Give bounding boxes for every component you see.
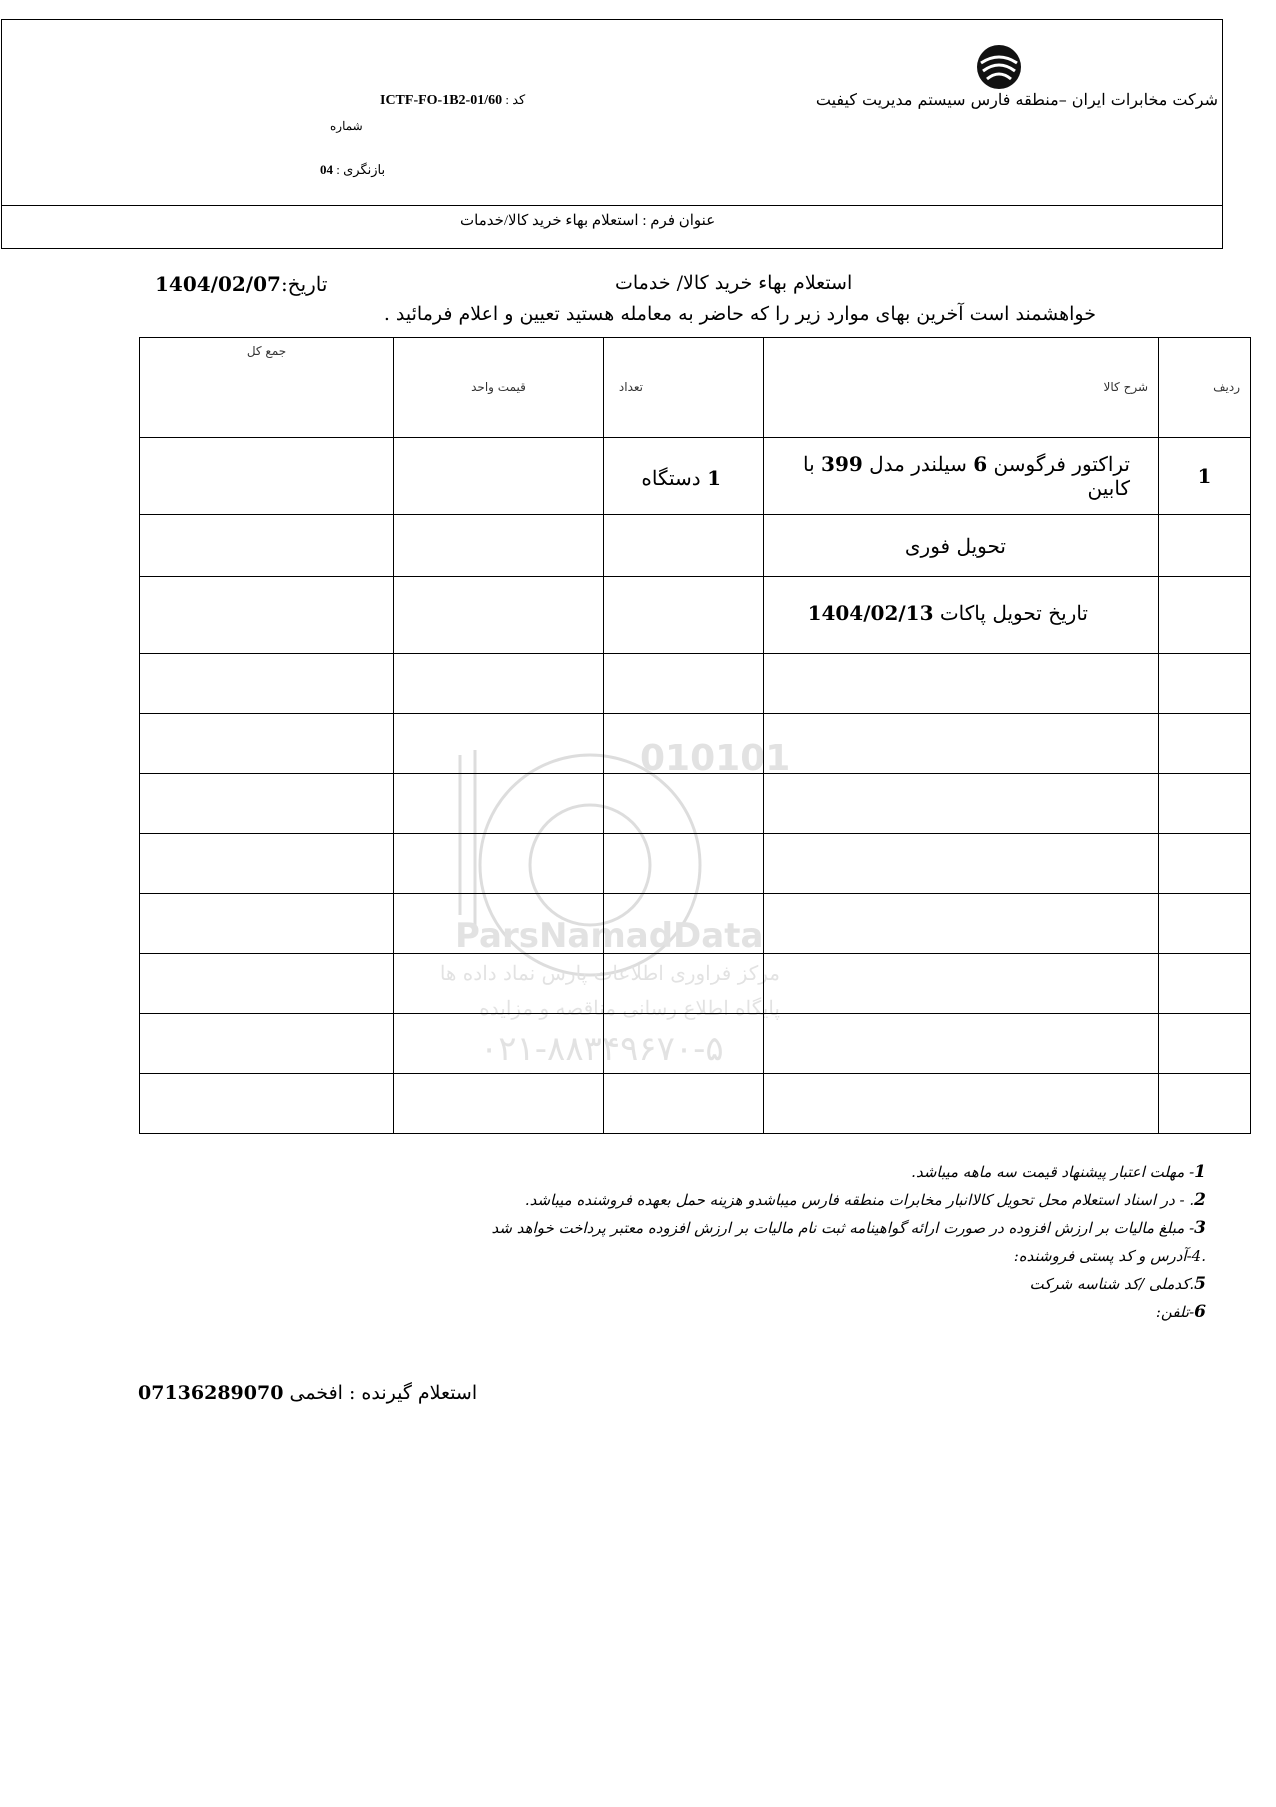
table-row	[140, 1074, 1251, 1134]
packet-date-value: 1404/02/13	[807, 601, 934, 625]
description-text-3: با کابین	[803, 452, 1130, 500]
table-row	[140, 438, 1251, 515]
request-text: خواهشمند است آخرین بهای موارد زیر را که حاضر به معامله هستید تعیین و اعلام فرمائید .	[383, 303, 1096, 325]
receiver-label: استعلام گیرنده : افخمی	[283, 1382, 478, 1404]
inquiry-receiver	[138, 1382, 477, 1404]
form-code	[380, 92, 525, 109]
date-label: تاریخ:	[280, 272, 328, 296]
header-row-number: ردیف	[1159, 338, 1251, 438]
term-number: 3	[1194, 1218, 1206, 1238]
term-item	[492, 1270, 1206, 1298]
revision-value: 04	[320, 162, 333, 177]
term-item	[492, 1298, 1206, 1326]
form-code-value: ICTF-FO-1B2-01/60	[380, 93, 503, 108]
table-row	[140, 577, 1251, 654]
term-text: .کدملی /کد شناسه شرکت	[1029, 1275, 1195, 1293]
revision	[320, 162, 385, 178]
watermark-digits: 010101	[640, 738, 791, 779]
document-date	[155, 272, 327, 296]
packet-date-label: تاریخ تحویل پاکات	[933, 601, 1088, 625]
term-text: -تلفن:	[1155, 1303, 1195, 1321]
watermark-line1: مرکز فراوری اطلاعات پارس نماد داده ها	[440, 961, 780, 985]
packet-date-cell	[764, 577, 1159, 654]
quantity-cell	[604, 438, 764, 515]
telecom-logo-icon	[975, 43, 1023, 91]
term-item	[492, 1214, 1206, 1242]
table-row	[140, 894, 1251, 954]
watermark-brand: ParsNamadData	[455, 916, 764, 956]
term-number: 5	[1194, 1274, 1206, 1294]
term-number: 1	[1194, 1162, 1206, 1182]
delivery-cell: تحویل فوری	[764, 515, 1159, 577]
table-row	[140, 714, 1251, 774]
table-row	[140, 834, 1251, 894]
header-unit-price: قیمت واحد	[394, 338, 604, 438]
term-number: 2	[1194, 1190, 1206, 1210]
description-cell	[764, 438, 1159, 515]
term-text: . - در اسناد استعلام محل تحویل کالاانبار مخابرات منطقه فارس میباشدو هزینه حمل بعهده فروشنده میباشد.	[524, 1191, 1195, 1209]
term-item	[492, 1242, 1206, 1270]
form-code-label: کد :	[505, 92, 526, 107]
revision-label: بازنگری :	[336, 162, 386, 177]
header-total: جمع کل	[140, 338, 394, 438]
term-number: 6	[1194, 1302, 1206, 1322]
total-cell	[140, 438, 394, 515]
table-row	[140, 954, 1251, 1014]
quantity-number: 1	[707, 466, 721, 490]
term-item	[492, 1158, 1206, 1186]
date-value: 1404/02/07	[155, 272, 281, 296]
watermark-line2: پایگاه اطلاع رسانی مناقصه و مزایده	[479, 996, 780, 1020]
term-text: - مهلت اعتبار پیشنهاد قیمت سه ماهه میباشد.	[911, 1163, 1195, 1181]
term-text: .4-آدرس و کد پستی فروشنده:	[1013, 1247, 1206, 1265]
row-number-cell: 1	[1159, 438, 1251, 515]
table-row	[140, 774, 1251, 834]
unit-price-cell	[394, 438, 604, 515]
header-description: شرح کالا	[764, 338, 1159, 438]
terms-list	[492, 1158, 1206, 1326]
table-row	[140, 515, 1251, 577]
form-title: عنوان فرم : استعلام بهاء خرید کالا/خدمات	[460, 213, 716, 229]
header-quantity: تعداد	[604, 338, 764, 438]
items-table	[139, 337, 1251, 1134]
description-cylinders: 6	[973, 452, 988, 476]
table-header-row	[140, 338, 1251, 438]
number-label: شماره	[330, 119, 363, 133]
quantity-unit: دستگاه	[641, 466, 708, 490]
company-name: شرکت مخابرات ایران –منطقه فارس سیستم مدیریت کیفیت	[815, 90, 1218, 109]
watermark-phone: ۰۲۱-۸۸۳۴۹۶۷۰-۵	[480, 1029, 724, 1069]
description-text-2: سیلندر مدل	[862, 452, 974, 476]
term-text: - مبلغ مالیات بر ارزش افزوده در صورت ارائه گواهینامه ثبت نام مالیات بر ارزش افزوده معتبر پرداخت خواهد شد	[491, 1219, 1195, 1237]
description-text: تراکتور فرگوسن	[987, 452, 1130, 476]
description-model: 399	[821, 452, 863, 476]
document-heading: استعلام بهاء خرید کالا/ خدمات	[615, 272, 853, 294]
receiver-phone: 07136289070	[138, 1382, 284, 1404]
table-row	[140, 1014, 1251, 1074]
header-divider	[1, 205, 1223, 206]
table-row	[140, 654, 1251, 714]
term-item	[492, 1186, 1206, 1214]
